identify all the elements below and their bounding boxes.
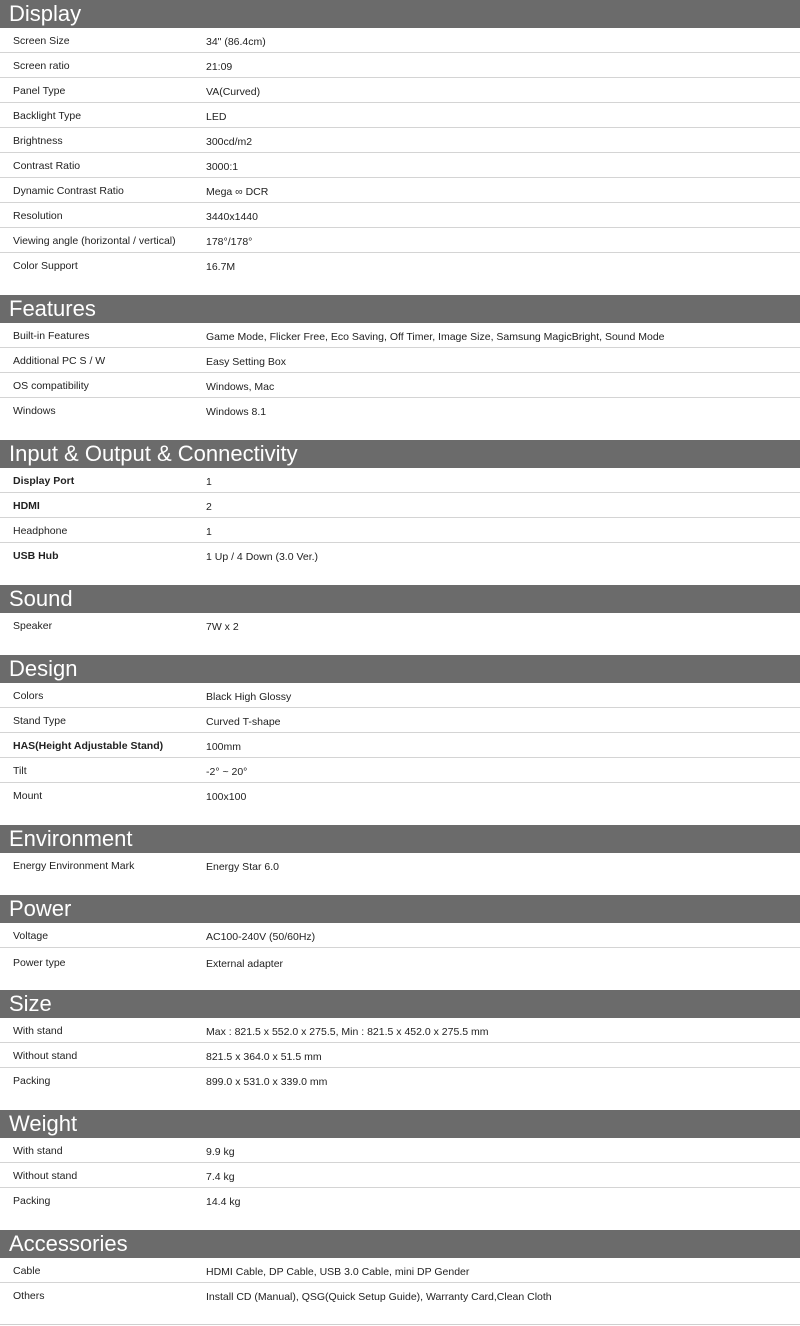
spec-row (0, 708, 800, 733)
spec-row (0, 28, 800, 53)
spec-row (0, 128, 800, 153)
spec-row (0, 613, 800, 638)
section-display (0, 0, 800, 278)
section-environment (0, 825, 800, 878)
spec-label: Resolution (13, 210, 63, 222)
spec-value: Install CD (Manual), QSG(Quick Setup Guide), Warranty Card,Clean Cloth (206, 1291, 552, 1303)
section-header: Sound (0, 585, 800, 613)
spec-value: 1 (206, 526, 212, 538)
spec-label: Without stand (13, 1170, 78, 1182)
spec-value: Easy Setting Box (206, 356, 286, 368)
spec-value: 899.0 x 531.0 x 339.0 mm (206, 1076, 328, 1088)
spec-label: Screen ratio (13, 60, 70, 72)
spec-row (0, 178, 800, 203)
spec-label: HAS(Height Adjustable Stand) (13, 740, 164, 752)
section-weight (0, 1110, 800, 1213)
spec-row (0, 53, 800, 78)
spec-row (0, 373, 800, 398)
spec-row (0, 228, 800, 253)
section-header: Features (0, 295, 800, 323)
spec-row (0, 518, 800, 543)
spec-label: Headphone (13, 525, 68, 537)
spec-value: External adapter (206, 958, 284, 970)
spec-label: Packing (13, 1075, 51, 1087)
spec-value: 21:09 (206, 61, 233, 73)
spec-row (0, 1188, 800, 1213)
spec-row (0, 683, 800, 708)
bottom-divider (0, 1324, 800, 1325)
spec-value: 821.5 x 364.0 x 51.5 mm (206, 1051, 322, 1063)
spec-label: Brightness (13, 135, 63, 147)
spec-row (0, 253, 800, 278)
spec-label: Contrast Ratio (13, 160, 81, 172)
spec-value: 3440x1440 (206, 211, 258, 223)
spec-value: 16.7M (206, 261, 236, 273)
spec-label: Others (13, 1290, 45, 1302)
section-size (0, 990, 800, 1093)
spec-row (0, 783, 800, 808)
spec-row (0, 468, 800, 493)
spec-row (0, 1258, 800, 1283)
spec-row (0, 1138, 800, 1163)
spec-label: Screen Size (13, 35, 70, 47)
spec-label: Panel Type (13, 85, 66, 97)
spec-label: Built-in Features (13, 330, 90, 342)
spec-row (0, 103, 800, 128)
spec-value: 1 Up / 4 Down (3.0 Ver.) (206, 551, 319, 563)
spec-label: Voltage (13, 930, 49, 942)
spec-value: 9.9 kg (206, 1146, 235, 1158)
spec-label: Speaker (13, 620, 53, 632)
spec-label: Energy Environment Mark (13, 860, 135, 872)
spec-label: Packing (13, 1195, 51, 1207)
spec-label: Dynamic Contrast Ratio (13, 185, 124, 197)
spec-label: With stand (13, 1145, 63, 1157)
section-features (0, 295, 800, 423)
section-sound (0, 585, 800, 638)
spec-row (0, 398, 800, 423)
spec-value: Curved T-shape (206, 716, 281, 728)
spec-row (0, 153, 800, 178)
spec-label: USB Hub (13, 550, 59, 562)
spec-row (0, 78, 800, 103)
section-design (0, 655, 800, 808)
spec-value: LED (206, 111, 227, 123)
section-header: Input & Output & Connectivity (0, 440, 800, 468)
spec-value: 100x100 (206, 791, 247, 803)
spec-label: OS compatibility (13, 380, 89, 392)
spec-row (0, 923, 800, 948)
section-header: Accessories (0, 1230, 800, 1258)
spec-label: With stand (13, 1025, 63, 1037)
spec-value: Black High Glossy (206, 691, 292, 703)
section-header: Power (0, 895, 800, 923)
section-accessories (0, 1230, 800, 1308)
spec-row (0, 1283, 800, 1308)
spec-value: 14.4 kg (206, 1196, 241, 1208)
section-header: Size (0, 990, 800, 1018)
spec-row (0, 733, 800, 758)
spec-row (0, 1163, 800, 1188)
spec-value: Max : 821.5 x 552.0 x 275.5, Min : 821.5 x 452.0 x 275.5 mm (206, 1026, 489, 1038)
spec-label: Backlight Type (13, 110, 82, 122)
section-connectivity (0, 440, 800, 568)
spec-label: Windows (13, 405, 56, 417)
spec-label: Viewing angle (horizontal / vertical) (13, 235, 176, 247)
spec-value: 178°/178° (206, 236, 253, 248)
spec-row (0, 1043, 800, 1068)
spec-value: 34" (86.4cm) (206, 36, 266, 48)
spec-row (0, 323, 800, 348)
spec-value: 300cd/m2 (206, 136, 253, 148)
spec-row (0, 1018, 800, 1043)
spec-value: HDMI Cable, DP Cable, USB 3.0 Cable, mini DP Gender (206, 1266, 470, 1278)
spec-label: Tilt (13, 765, 27, 777)
spec-value: Windows, Mac (206, 381, 275, 393)
spec-value: 7W x 2 (206, 621, 239, 633)
spec-row (0, 1068, 800, 1093)
spec-row (0, 758, 800, 783)
spec-value: 7.4 kg (206, 1171, 235, 1183)
spec-row (0, 348, 800, 373)
section-power (0, 895, 800, 978)
spec-value: Windows 8.1 (206, 406, 267, 418)
spec-value: -2° ~ 20° (206, 766, 248, 778)
spec-value: Energy Star 6.0 (206, 861, 279, 873)
spec-value: 2 (206, 501, 212, 513)
spec-row (0, 948, 800, 978)
spec-row (0, 493, 800, 518)
spec-value: 100mm (206, 741, 242, 753)
spec-value: Mega ∞ DCR (206, 186, 269, 198)
spec-row (0, 853, 800, 878)
spec-label: Additional PC S / W (13, 355, 106, 367)
spec-label: Power type (13, 957, 66, 969)
section-header: Environment (0, 825, 800, 853)
spec-value: 1 (206, 476, 212, 488)
section-header: Display (0, 0, 800, 28)
spec-label: HDMI (13, 500, 40, 512)
spec-row (0, 203, 800, 228)
spec-row (0, 543, 800, 568)
spec-label: Mount (13, 790, 43, 802)
spec-label: Color Support (13, 260, 78, 272)
section-header: Design (0, 655, 800, 683)
spec-value: Game Mode, Flicker Free, Eco Saving, Off Timer, Image Size, Samsung MagicBright, Sound Mode (206, 331, 665, 343)
section-header: Weight (0, 1110, 800, 1138)
spec-value: VA(Curved) (206, 86, 261, 98)
spec-label: Cable (13, 1265, 41, 1277)
spec-value: 3000:1 (206, 161, 239, 173)
spec-label: Colors (13, 690, 44, 702)
spec-label: Without stand (13, 1050, 78, 1062)
spec-label: Stand Type (13, 715, 66, 727)
spec-label: Display Port (13, 475, 75, 487)
spec-value: AC100-240V (50/60Hz) (206, 931, 316, 943)
